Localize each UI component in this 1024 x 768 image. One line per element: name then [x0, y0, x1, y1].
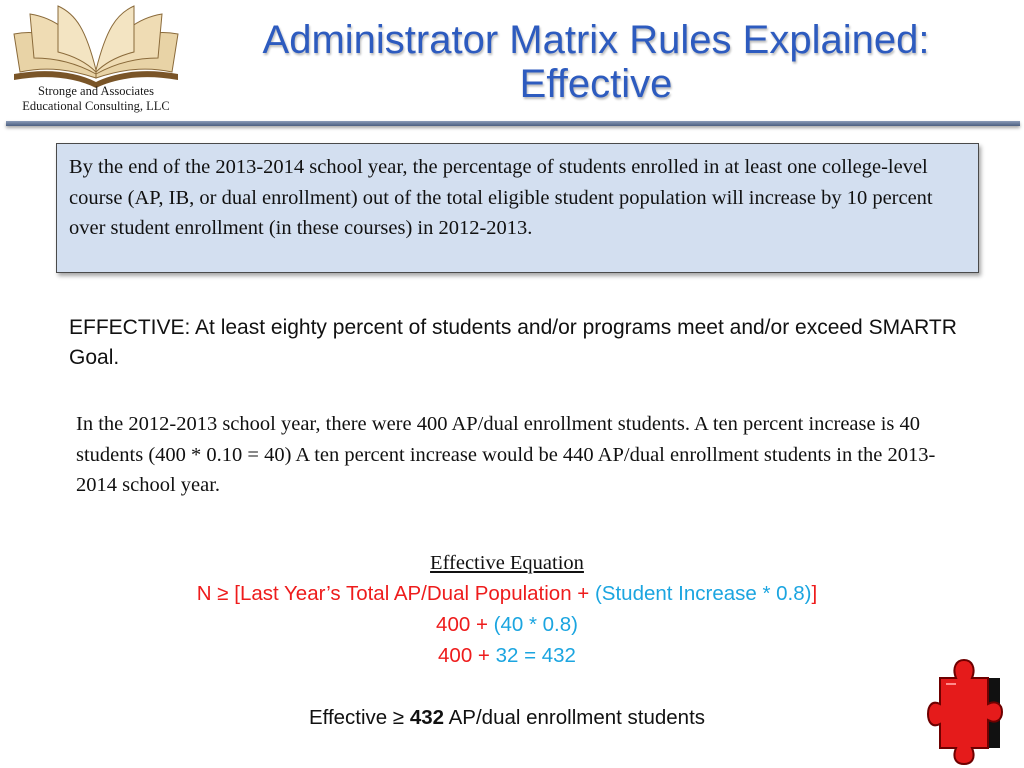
formula-part-red: N ≥ [Last Year’s Total AP/Dual Population + — [196, 582, 595, 605]
company-name-line2: Educational Consulting, LLC — [22, 99, 170, 113]
smartr-goal-box: By the end of the 2013-2014 school year, the percentage of students enrolled in at least one college-level course (AP, IB, or dual enrollment) out of the total eligible student population will increase by 10 percent over student enrollment (in these courses) in 2012-2013. — [56, 143, 979, 273]
substitution-red: 400 + — [436, 613, 494, 636]
substitution-blue: (40 * 0.8) — [493, 613, 578, 636]
calculation-explanation: In the 2012-2013 school year, there were 400 AP/dual enrollment students. A ten percent increase is 40 students (400 * 0.10 = 40) A ten percent increase would be 440 AP/dual enrollment students in the 2013-2014 school year. — [76, 413, 936, 496]
result-line-blue: 32 = 432 — [495, 644, 576, 667]
company-logo — [0, 0, 196, 128]
company-name — [0, 84, 192, 114]
threshold-suffix: AP/dual enrollment students — [444, 706, 706, 729]
equation-title: Effective Equation — [430, 552, 584, 574]
equation-formula — [0, 578, 1014, 609]
slide-title-line2: Effective — [519, 62, 673, 106]
equation-result-line — [0, 640, 1014, 671]
open-book-icon — [0, 0, 196, 90]
header-divider — [6, 121, 1020, 126]
threshold-value: 432 — [409, 706, 445, 729]
slide-title-line1: Administrator Matrix Rules Explained: — [262, 18, 930, 62]
effective-equation — [0, 548, 1014, 671]
result-line-red: 400 + — [438, 644, 496, 667]
formula-part-blue: (Student Increase * 0.8) — [594, 582, 812, 605]
threshold-prefix: Effective ≥ — [308, 706, 410, 729]
effective-threshold — [0, 703, 1014, 733]
company-name-line1: Stronge and Associates — [38, 84, 154, 98]
effective-definition: EFFECTIVE: At least eighty percent of students and/or programs meet and/or exceed SMARTR Goal. — [69, 316, 957, 369]
equation-substitution — [0, 609, 1014, 640]
slide-title — [196, 18, 996, 106]
formula-close-bracket: ] — [811, 582, 818, 605]
puzzle-piece-icon — [926, 656, 1004, 768]
